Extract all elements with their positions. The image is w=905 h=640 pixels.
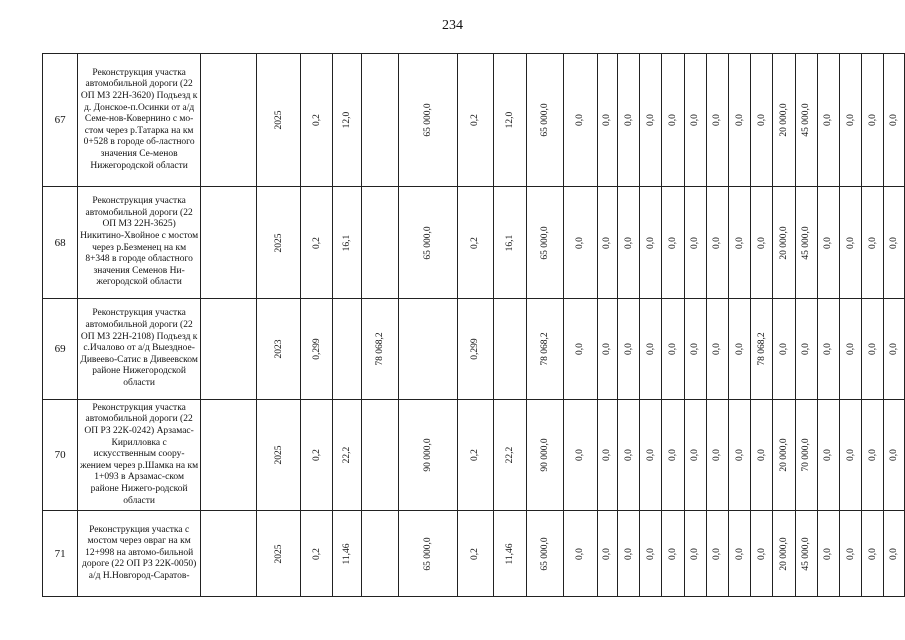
- value-text: 16,1: [504, 234, 515, 251]
- value-text: 0,0: [889, 449, 900, 461]
- row-number-cell: 69: [43, 299, 78, 400]
- value-text: 70 000,0: [801, 438, 812, 472]
- value-cell: [257, 400, 301, 511]
- value-text: 0,0: [845, 449, 856, 461]
- value-cell: [563, 400, 597, 511]
- value-text: 65 000,0: [540, 103, 551, 137]
- value-cell: [729, 511, 751, 597]
- value-cell: [662, 511, 684, 597]
- value-text: 0,0: [690, 547, 701, 560]
- value-text: 0,0: [867, 343, 878, 355]
- value-cell: [862, 400, 884, 511]
- object-name-text: Реконструкция участка автомобильной дороги (22 ОП РЗ 22К-0242) Арзамас-Кирилловка с искусственным соору-жением через р.Шамка на км 1+093 в Арзамас-ском районе Нижего-родской области: [80, 402, 199, 506]
- value-cell: [662, 54, 684, 187]
- value-cell: [563, 54, 597, 187]
- table-row: [43, 54, 905, 187]
- value-text: 0,0: [575, 449, 586, 461]
- value-text: 0,0: [690, 236, 701, 249]
- value-cell: [457, 400, 493, 511]
- value-text: 0,0: [645, 114, 656, 126]
- value-text: 0,0: [801, 343, 812, 355]
- value-cell: [398, 400, 457, 511]
- value-text: 0,0: [690, 343, 701, 355]
- value-text: 0,0: [756, 547, 767, 560]
- value-cell: [729, 400, 751, 511]
- value-cell: [884, 511, 905, 597]
- value-text: 0,0: [734, 343, 745, 355]
- value-text: 0,0: [690, 114, 701, 126]
- value-text: 0,0: [645, 547, 656, 560]
- value-cell: [884, 400, 905, 511]
- value-text: 0,0: [602, 343, 613, 355]
- object-name-cell: [78, 54, 201, 187]
- value-text: 0,2: [311, 449, 322, 461]
- value-text: 0,0: [889, 114, 900, 126]
- value-text: 2025: [273, 544, 284, 563]
- value-cell: [773, 400, 795, 511]
- value-text: 0,0: [889, 236, 900, 249]
- value-text: 22,2: [342, 446, 353, 464]
- value-cell: [884, 187, 905, 299]
- value-text: 0,0: [756, 236, 767, 249]
- object-name-cell: [78, 187, 201, 299]
- value-text: 12,0: [504, 111, 515, 129]
- value-cell: [862, 54, 884, 187]
- value-cell: [618, 511, 640, 597]
- value-cell: [795, 187, 817, 299]
- value-cell: [563, 187, 597, 299]
- object-name-cell: [78, 400, 201, 511]
- value-text: 0,0: [575, 343, 586, 355]
- object-name-cell: [78, 299, 201, 400]
- value-cell: [640, 400, 662, 511]
- value-text: 2025: [273, 233, 284, 252]
- value-cell: [398, 187, 457, 299]
- value-text: 0,0: [823, 449, 834, 461]
- value-cell: [563, 299, 597, 400]
- value-text: 20 000,0: [779, 103, 790, 137]
- value-cell: [795, 54, 817, 187]
- value-text: 0,0: [712, 343, 723, 355]
- value-cell: [597, 54, 617, 187]
- value-cell: [751, 400, 773, 511]
- value-cell: [618, 299, 640, 400]
- value-cell: [257, 54, 301, 187]
- value-text: 45 000,0: [801, 103, 812, 137]
- value-text: 11,46: [504, 542, 515, 565]
- table-row: [43, 299, 905, 400]
- value-text: 0,0: [734, 114, 745, 126]
- value-cell: [493, 187, 527, 299]
- value-cell: [795, 400, 817, 511]
- value-cell: [862, 511, 884, 597]
- value-text: 0,0: [712, 114, 723, 126]
- value-text: 20 000,0: [779, 536, 790, 571]
- value-cell: [662, 400, 684, 511]
- value-text: 0,0: [602, 236, 613, 249]
- value-text: 2023: [273, 339, 284, 359]
- value-cell: [362, 54, 399, 187]
- row-number-cell: 67: [43, 54, 78, 187]
- value-text: 0,0: [645, 449, 656, 461]
- value-text: 22,2: [504, 446, 515, 464]
- value-cell: [706, 299, 728, 400]
- value-text: 0,0: [867, 114, 878, 126]
- value-cell: [457, 54, 493, 187]
- value-cell: [729, 299, 751, 400]
- value-text: 0,0: [845, 114, 856, 126]
- value-cell: [527, 400, 564, 511]
- value-text: 0,2: [470, 449, 481, 461]
- value-cell: [597, 400, 617, 511]
- value-cell: [795, 299, 817, 400]
- value-cell: [618, 54, 640, 187]
- value-text: 0,2: [311, 236, 322, 249]
- value-text: 0,0: [623, 236, 634, 249]
- value-cell: [301, 299, 333, 400]
- value-text: 65 000,0: [422, 103, 433, 137]
- page-number: 234: [442, 18, 463, 33]
- value-cell: [201, 187, 257, 299]
- value-text: 0,0: [623, 114, 634, 126]
- value-cell: [795, 511, 817, 597]
- value-text: 0,2: [470, 236, 481, 249]
- value-text: 0,0: [602, 449, 613, 461]
- value-cell: [840, 54, 862, 187]
- value-text: 0,0: [575, 236, 586, 249]
- value-cell: [201, 511, 257, 597]
- value-cell: [684, 299, 706, 400]
- value-text: 90 000,0: [540, 438, 551, 472]
- value-cell: [773, 511, 795, 597]
- value-cell: [201, 54, 257, 187]
- value-cell: [640, 511, 662, 597]
- value-cell: [884, 299, 905, 400]
- value-cell: [773, 54, 795, 187]
- value-text: 65 000,0: [422, 225, 433, 260]
- value-text: 0,299: [470, 338, 481, 360]
- value-text: 0,0: [845, 343, 856, 355]
- value-text: 0,0: [823, 343, 834, 355]
- value-cell: [527, 299, 564, 400]
- value-text: 0,0: [734, 547, 745, 560]
- value-cell: [362, 299, 399, 400]
- value-cell: [362, 511, 399, 597]
- value-cell: [301, 400, 333, 511]
- value-text: 0,0: [867, 236, 878, 249]
- value-cell: [201, 400, 257, 511]
- table-row: [43, 511, 905, 597]
- value-text: 20 000,0: [779, 438, 790, 472]
- value-cell: [817, 187, 839, 299]
- value-cell: [493, 511, 527, 597]
- value-text: 65 000,0: [540, 536, 551, 571]
- value-text: 0,2: [470, 547, 481, 560]
- value-text: 0,2: [311, 114, 322, 126]
- value-text: 0,0: [756, 449, 767, 461]
- value-cell: [773, 299, 795, 400]
- value-text: 0,0: [645, 236, 656, 249]
- value-cell: [706, 511, 728, 597]
- value-cell: [201, 299, 257, 400]
- value-cell: [257, 511, 301, 597]
- value-text: 0,0: [845, 236, 856, 249]
- value-cell: [684, 54, 706, 187]
- value-text: 0,0: [756, 114, 767, 126]
- value-cell: [333, 299, 362, 400]
- object-name-text: Реконструкция участка с мостом через овраг на км 12+998 на автомо-бильной дороге (22 ОП РЗ 22К-0050) а/д Н.Новгород-Саратов-: [81, 524, 197, 581]
- value-text: 0,0: [712, 236, 723, 249]
- value-cell: [527, 187, 564, 299]
- value-text: 0,0: [845, 547, 856, 560]
- value-cell: [817, 511, 839, 597]
- value-text: 0,0: [734, 449, 745, 461]
- value-cell: [618, 187, 640, 299]
- value-text: 0,0: [602, 114, 613, 126]
- table-row: [43, 400, 905, 511]
- value-text: 0,0: [602, 547, 613, 560]
- value-cell: [457, 187, 493, 299]
- value-cell: [862, 187, 884, 299]
- value-cell: [333, 54, 362, 187]
- object-name-text: Реконструкция участка автомобильной дороги (22 ОП МЗ 22Н-3625) Никитино-Хвойное с мостом через р.Безменец на км 8+348 в городе областного значения Семенов Ни-жегородской области: [80, 196, 199, 288]
- value-cell: [301, 54, 333, 187]
- value-cell: [706, 54, 728, 187]
- value-text: 0,0: [889, 343, 900, 355]
- value-text: 65 000,0: [540, 225, 551, 260]
- value-text: 0,0: [823, 114, 834, 126]
- value-text: 0,0: [623, 449, 634, 461]
- value-text: 0,0: [823, 236, 834, 249]
- value-cell: [751, 299, 773, 400]
- value-cell: [493, 400, 527, 511]
- value-text: 78 068,2: [756, 332, 767, 366]
- value-cell: [817, 299, 839, 400]
- value-cell: [398, 299, 457, 400]
- value-cell: [684, 187, 706, 299]
- value-cell: [662, 187, 684, 299]
- value-text: 0,0: [779, 343, 790, 355]
- value-text: 0,0: [668, 449, 679, 461]
- value-text: 0,0: [668, 547, 679, 560]
- value-cell: [862, 299, 884, 400]
- value-text: 78 068,2: [540, 332, 551, 366]
- value-text: 65 000,0: [422, 536, 433, 571]
- object-name-text: Реконструкция участка автомобильной дороги (22 ОП МЗ 22Н-3620) Подъезд к д. Донское-п.Осинки от а/д Семе-нов-Ковернино с мо-стом через р.Татарка на км 0+528 в городе об-ластного значения Се-менов Нижегородской области: [80, 67, 198, 171]
- object-name-text: Реконструкция участка автомобильной дороги (22 ОП МЗ 22Н-2108) Подъезд к с.Ичалово от а/д Выездное-Дивеево-Сатис в Дивеевском районе Нижегородской области: [80, 308, 198, 388]
- row-number-cell: 70: [43, 400, 78, 511]
- value-cell: [640, 187, 662, 299]
- value-cell: [362, 400, 399, 511]
- value-cell: [493, 54, 527, 187]
- value-cell: [618, 400, 640, 511]
- value-text: 2025: [273, 110, 284, 130]
- value-cell: [640, 299, 662, 400]
- row-number-cell: 71: [43, 511, 78, 597]
- value-cell: [684, 400, 706, 511]
- value-cell: [840, 187, 862, 299]
- value-text: 0,0: [823, 547, 834, 560]
- value-cell: [706, 400, 728, 511]
- value-cell: [333, 400, 362, 511]
- value-text: 0,0: [668, 343, 679, 355]
- value-text: 0,0: [734, 236, 745, 249]
- value-text: 0,0: [690, 449, 701, 461]
- value-text: 0,299: [311, 338, 322, 360]
- value-cell: [333, 511, 362, 597]
- value-cell: [751, 54, 773, 187]
- value-cell: [751, 511, 773, 597]
- value-cell: [729, 54, 751, 187]
- row-number-cell: 68: [43, 187, 78, 299]
- value-cell: [398, 54, 457, 187]
- value-text: 12,0: [342, 111, 353, 129]
- value-cell: [257, 187, 301, 299]
- value-text: 16,1: [342, 234, 353, 251]
- value-cell: [662, 299, 684, 400]
- value-text: 0,0: [712, 449, 723, 461]
- value-cell: [597, 511, 617, 597]
- value-cell: [527, 54, 564, 187]
- value-cell: [333, 187, 362, 299]
- value-text: 0,0: [712, 547, 723, 560]
- value-cell: [362, 187, 399, 299]
- value-cell: [706, 187, 728, 299]
- value-cell: [773, 187, 795, 299]
- data-table: [42, 53, 905, 597]
- value-text: 0,0: [623, 343, 634, 355]
- value-cell: [527, 511, 564, 597]
- value-text: 20 000,0: [779, 225, 790, 260]
- value-cell: [597, 299, 617, 400]
- value-cell: [684, 511, 706, 597]
- value-cell: [817, 400, 839, 511]
- value-cell: [493, 299, 527, 400]
- value-cell: [457, 299, 493, 400]
- value-text: 45 000,0: [801, 225, 812, 260]
- value-text: 0,0: [668, 114, 679, 126]
- value-text: 0,2: [470, 114, 481, 126]
- value-text: 0,2: [311, 547, 322, 560]
- value-text: 0,0: [623, 547, 634, 560]
- value-text: 2025: [273, 445, 284, 465]
- value-cell: [398, 511, 457, 597]
- value-cell: [563, 511, 597, 597]
- value-text: 0,0: [575, 547, 586, 560]
- value-cell: [301, 187, 333, 299]
- value-text: 45 000,0: [801, 536, 812, 571]
- value-cell: [817, 54, 839, 187]
- value-text: 0,0: [889, 547, 900, 560]
- value-cell: [884, 54, 905, 187]
- value-text: 0,0: [867, 449, 878, 461]
- value-cell: [257, 299, 301, 400]
- value-cell: [840, 511, 862, 597]
- value-text: 0,0: [575, 114, 586, 126]
- value-cell: [457, 511, 493, 597]
- object-name-cell: [78, 511, 201, 597]
- value-cell: [751, 187, 773, 299]
- value-text: 0,0: [645, 343, 656, 355]
- value-cell: [301, 511, 333, 597]
- table-row: [43, 187, 905, 299]
- value-text: 0,0: [668, 236, 679, 249]
- value-cell: [640, 54, 662, 187]
- table-body: [43, 54, 905, 597]
- value-cell: [840, 299, 862, 400]
- value-cell: [597, 187, 617, 299]
- value-text: 78 068,2: [375, 332, 386, 366]
- value-cell: [840, 400, 862, 511]
- value-text: 90 000,0: [422, 438, 433, 472]
- value-cell: [729, 187, 751, 299]
- value-text: 0,0: [867, 547, 878, 560]
- value-text: 11,46: [342, 542, 353, 565]
